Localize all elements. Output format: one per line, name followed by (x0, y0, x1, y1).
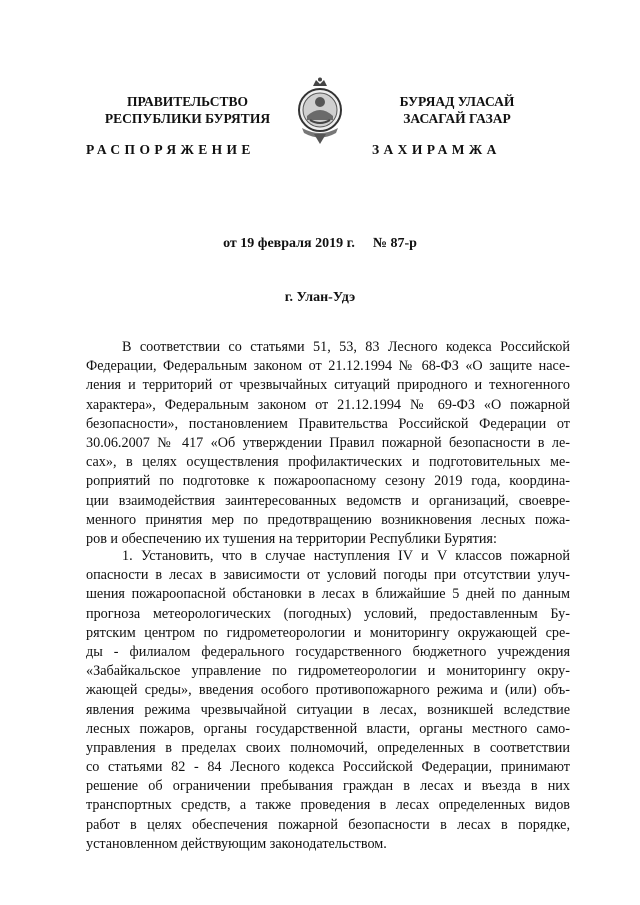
document-date: от 19 февраля 2019 г. (223, 236, 355, 251)
coat-of-arms-icon (296, 76, 344, 146)
text-line: рятским центром по гидрометеорологии и мониторингу окружающей сре- (86, 624, 570, 641)
text-line: установленном действующим законодательством. (86, 835, 387, 852)
text-line: шения пожароопасной обстановки в лесах в ближайшие 5 дней по данным (86, 586, 570, 603)
text-line: прогноза метеорологических (погодных) условий, предоставленным Бу- (86, 605, 570, 622)
header-right-line-1: БУРЯАД УЛАСАЙ (399, 94, 515, 109)
header-left-line-1: ПРАВИТЕЛЬСТВО (126, 94, 248, 109)
text-line: управления в пределах своих полномочий, определенных в соответствии (86, 739, 570, 756)
text-line: 1. Установить, что в случае наступления IV и V классов пожарной (122, 548, 570, 564)
paragraph-preamble (86, 338, 570, 549)
text-line: решение об ограничении пребывания граждан в лесах и въезда в них (86, 778, 570, 795)
text-line: менного принятия мер по предотвращению возникновения лесных пожа- (86, 511, 570, 528)
header-right (372, 93, 542, 127)
document-number: № 87-р (372, 236, 417, 251)
text-line: 30.06.2007 № 417 «Об утверждении Правил пожарной безопасности в ле- (86, 434, 570, 451)
text-line: опасности в лесах в зависимости от условий погоды при отсутствии улуч- (86, 567, 570, 584)
text-line: жающей среды», введения особого противопожарного режима и (или) объ- (86, 682, 570, 699)
text-line: явления режима чрезвычайной ситуации в лесах, возникшей вследствие (86, 701, 570, 718)
text-line: В соответствии со статьями 51, 53, 83 Лесного кодекса Российской (122, 339, 570, 355)
doc-type-russian: РАСПОРЯЖЕНИЕ (86, 142, 255, 157)
text-line: «Забайкальское управление по гидрометеорологии и мониторингу окру- (86, 663, 570, 680)
header-left (100, 93, 275, 127)
text-line: роприятий по подготовке к пожароопасному сезону 2019 года, координа- (86, 473, 570, 490)
text-line: ления и территорий от чрезвычайных ситуаций природного и техногенного (86, 377, 570, 394)
text-line: со статьями 82 - 84 Лесного кодекса Российской Федерации, принимают (86, 759, 570, 776)
text-line: безопасности», постановлением Правительства Российской Федерации от (86, 415, 570, 432)
paragraph-item-1 (86, 547, 570, 854)
header-right-line-2: ЗАСАГАЙ ГАЗАР (403, 111, 511, 126)
header-left-line-2: РЕСПУБЛИКИ БУРЯТИЯ (104, 111, 271, 126)
text-line: лесных пожаров, органы государственной власти, органы местного само- (86, 720, 570, 737)
text-line: ров и обеспечению их тушения на территории Республики Бурятия: (86, 530, 497, 547)
text-line: сах», в целях осуществления профилактических и подготовительных ме- (86, 454, 570, 471)
text-line: ции взаимодействия заинтересованных ведомств и организаций, своевре- (86, 492, 570, 509)
text-line: Федерации, Федеральным законом от 21.12.1994 № 68-ФЗ «О защите насе- (86, 358, 570, 375)
text-line: транспортных средств, а также проведения в лесах определенных видов (86, 797, 570, 814)
text-line: работ в целях обеспечения пожарной безопасности в лесах в порядке, (86, 816, 570, 833)
text-line: ды - филиалом федерального государственного бюджетного учреждения (86, 643, 570, 660)
text-line: характера», Федеральным законом от 21.12.1994 № 69-ФЗ «О пожарной (86, 396, 570, 413)
document-city: г. Улан-Удэ (284, 290, 356, 305)
date-number-line (0, 236, 640, 252)
doc-type-buryat: ЗАХИРАМЖА (372, 142, 501, 157)
